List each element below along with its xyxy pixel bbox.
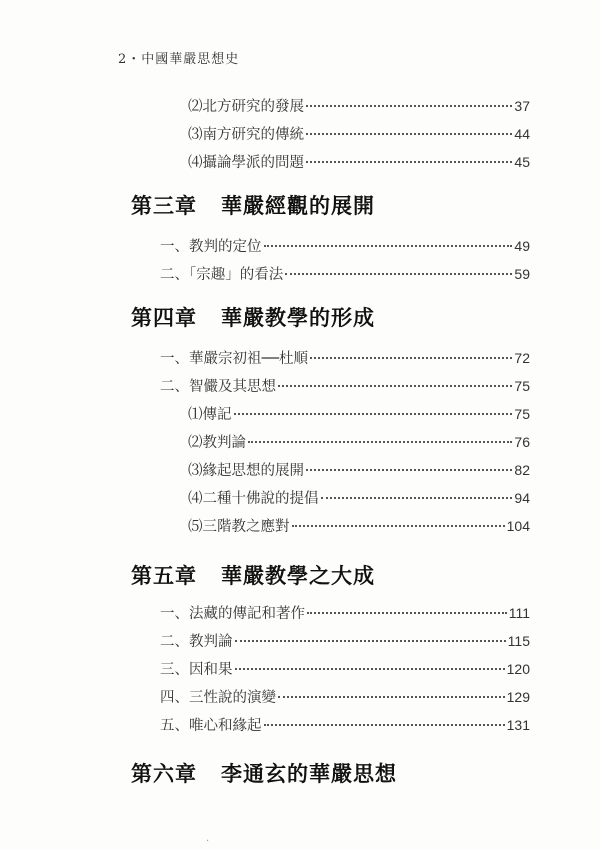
entry-title: 一、法藏的傳記和著作 (160, 606, 305, 622)
entry-title: ⑸三階教之應對 (188, 519, 290, 535)
chapter-number: 第三章 (131, 193, 197, 218)
toc-entry (188, 95, 530, 116)
entry-title: 二、「宗趣」的看法 (160, 267, 284, 283)
scan-speck: · (206, 836, 210, 847)
page-number: 131 (506, 717, 530, 733)
entry-title: 五、唯心和緣起 (160, 718, 262, 734)
toc-entry (188, 123, 530, 144)
toc-entry (188, 515, 530, 536)
entry-title: ⑵教判論 (188, 435, 246, 451)
chapter-title: 華嚴經觀的展開 (221, 193, 375, 218)
page-number: 120 (506, 661, 530, 677)
dot-leader (235, 668, 505, 670)
page-number: 129 (506, 689, 530, 705)
page-number: 72 (514, 350, 530, 366)
page-number: 76 (514, 434, 530, 450)
dot-leader (264, 245, 513, 247)
entry-title: ⑶南方研究的傳統 (188, 127, 304, 143)
dot-leader (306, 469, 512, 471)
dot-leader (264, 724, 505, 726)
toc-entry (160, 686, 530, 707)
dot-leader (285, 273, 512, 275)
entry-title: ⑷二種十佛說的提倡 (188, 491, 319, 507)
dot-leader (292, 525, 505, 527)
toc-entry (160, 630, 530, 651)
dot-leader (307, 612, 507, 614)
toc-entry (188, 431, 530, 452)
page-number: 59 (514, 266, 530, 282)
chapter-title: 李通玄的華嚴思想 (221, 761, 397, 786)
toc-entry (160, 658, 530, 679)
dot-leader (306, 161, 512, 163)
entry-title: ⑶緣起思想的展開 (188, 463, 304, 479)
toc-entry (160, 347, 530, 368)
entry-title: 二、智儼及其思想 (160, 379, 276, 395)
dot-leader (234, 413, 513, 415)
dot-leader (321, 497, 513, 499)
chapter-heading (131, 302, 375, 332)
running-header: 2・中國華嚴思想史 (118, 52, 240, 67)
page-number: 94 (514, 490, 530, 506)
page-number: 75 (514, 406, 530, 422)
entry-title: 一、華嚴宗初祖──杜順 (160, 351, 308, 367)
chapter-number: 第五章 (131, 563, 197, 588)
page-number: 49 (514, 238, 530, 254)
chapter-heading (131, 560, 375, 590)
dot-leader (310, 357, 512, 359)
chapter-number: 第四章 (131, 305, 197, 330)
dot-leader (278, 696, 505, 698)
entry-title: ⑵北方研究的發展 (188, 99, 304, 115)
dot-leader (306, 133, 512, 135)
entry-title: 一、教判的定位 (160, 239, 262, 255)
page-number: 115 (507, 633, 530, 649)
dot-leader (306, 105, 512, 107)
chapter-heading (131, 190, 375, 220)
page-number: 44 (514, 126, 530, 142)
page-number: 104 (506, 518, 530, 534)
toc-entry (188, 459, 530, 480)
toc-entry (188, 151, 530, 172)
toc-entry (160, 235, 530, 256)
toc-entry (160, 602, 530, 623)
toc-entry (188, 403, 530, 424)
chapter-heading (131, 758, 397, 788)
toc-entry (160, 375, 530, 396)
toc-entry (160, 263, 530, 284)
dot-leader (248, 441, 512, 443)
entry-title: 三、因和果 (160, 662, 233, 678)
entry-title: ⑴傳記 (188, 407, 232, 423)
page-number: 82 (514, 462, 530, 478)
chapter-title: 華嚴教學的形成 (221, 305, 375, 330)
entry-title: 二、教判論 (160, 634, 233, 650)
page-number: 75 (514, 378, 530, 394)
entry-title: ⑷攝論學派的問題 (188, 155, 304, 171)
toc-entry (160, 714, 530, 735)
toc-entry (188, 487, 530, 508)
page-number: 37 (514, 98, 530, 114)
chapter-number: 第六章 (131, 761, 197, 786)
entry-title: 四、三性說的演變 (160, 690, 276, 706)
page-number: 45 (514, 154, 530, 170)
dot-leader (278, 385, 512, 387)
chapter-title: 華嚴教學之大成 (221, 563, 375, 588)
page-number: 111 (508, 605, 530, 621)
dot-leader (235, 640, 506, 642)
